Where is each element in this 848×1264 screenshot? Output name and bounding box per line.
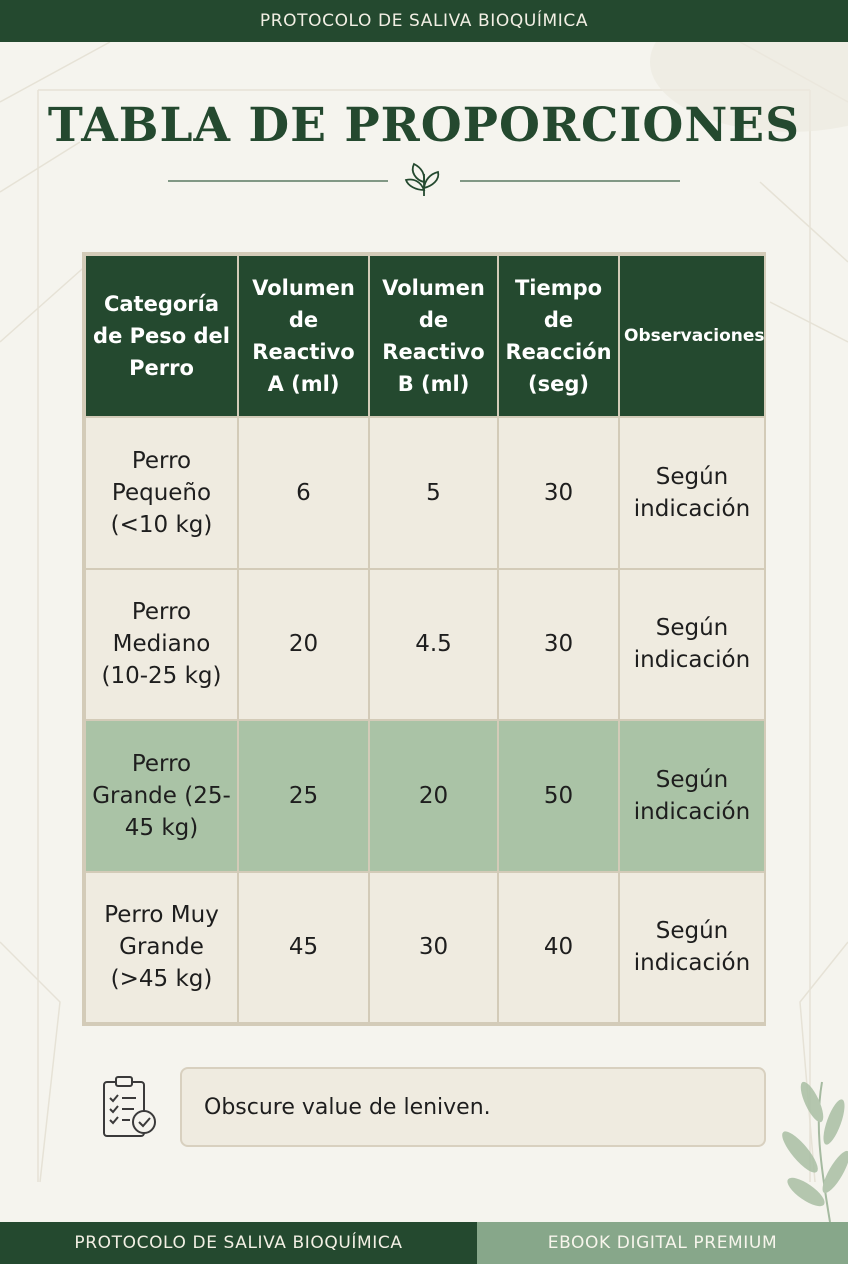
table-cell: Según indicación — [619, 720, 765, 872]
column-header: Volumen de Reactivo B (ml) — [369, 255, 498, 417]
footer-right — [477, 1222, 848, 1264]
table-row — [85, 417, 765, 569]
table-cell: Perro Grande (25-45 kg) — [85, 720, 238, 872]
table-cell: 45 — [238, 872, 369, 1024]
table-row — [85, 569, 765, 721]
table-cell: 40 — [498, 872, 619, 1024]
column-header: Observaciones — [619, 255, 765, 417]
leaf-sprig-icon — [406, 164, 438, 196]
table-cell: 30 — [369, 872, 498, 1024]
note-box — [180, 1067, 766, 1147]
footer-left — [0, 1222, 477, 1264]
table-cell: 25 — [238, 720, 369, 872]
table-cell: Según indicación — [619, 872, 765, 1024]
column-header: Categoría de Peso del Perro — [85, 255, 238, 417]
clipboard-check-icon — [100, 1074, 160, 1140]
footer-right-label: EBOOK DIGITAL PREMIUM — [547, 1233, 778, 1253]
table-cell: 20 — [238, 569, 369, 721]
table-row — [85, 872, 765, 1024]
table-cell: Perro Muy Grande (>45 kg) — [85, 872, 238, 1024]
column-header: Volumen de Reactivo A (ml) — [238, 255, 369, 417]
proportions-table — [82, 252, 766, 1026]
footer-left-label: PROTOCOLO DE SALIVA BIOQUÍMICA — [74, 1233, 403, 1253]
table-cell: 30 — [498, 417, 619, 569]
table-cell: Perro Mediano (10-25 kg) — [85, 569, 238, 721]
table-row-highlighted — [85, 720, 765, 872]
column-header: Tiempo de Reacción (seg) — [498, 255, 619, 417]
title-divider — [168, 160, 680, 204]
table-cell: Según indicación — [619, 569, 765, 721]
header-bar — [0, 0, 848, 42]
table-cell: Según indicación — [619, 417, 765, 569]
note-text: Obscure value de leniven. — [204, 1094, 491, 1120]
header-label: PROTOCOLO DE SALIVA BIOQUÍMICA — [259, 11, 589, 31]
table-header-row — [85, 255, 765, 417]
footer-bar — [0, 1222, 848, 1264]
table-cell: 6 — [238, 417, 369, 569]
table-cell: 4.5 — [369, 569, 498, 721]
page-title: TABLA DE PROPORCIONES — [47, 98, 801, 153]
table-cell: 20 — [369, 720, 498, 872]
table-cell: 30 — [498, 569, 619, 721]
table-cell: 5 — [369, 417, 498, 569]
table-cell: Perro Pequeño (<10 kg) — [85, 417, 238, 569]
table-cell: 50 — [498, 720, 619, 872]
